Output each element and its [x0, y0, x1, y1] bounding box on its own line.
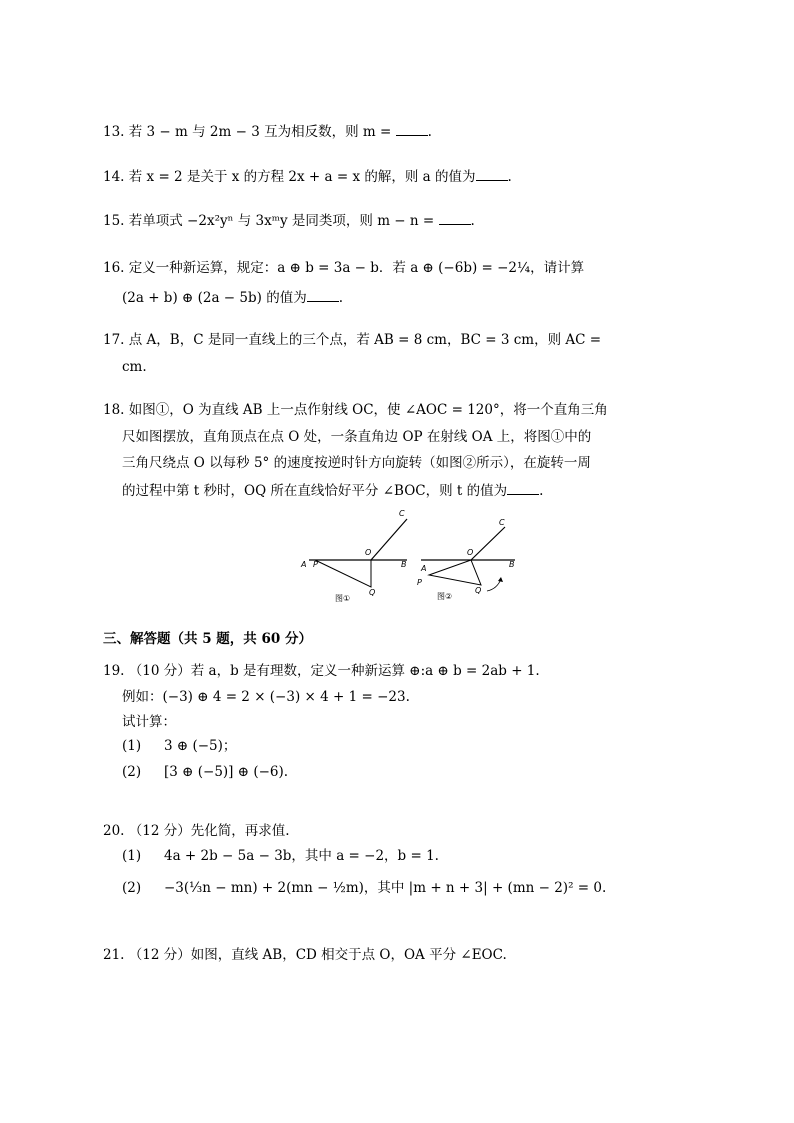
fig2-label-p: P: [417, 578, 422, 587]
fig2-label-o: O: [467, 548, 474, 557]
fig1-label-p: P: [313, 560, 318, 569]
question-16-line2: (2a + b) ⊕ (2a − 5b) 的值为 .: [122, 287, 343, 308]
question-19-line1: 19. （10 分）若 a，b 是有理数，定义一种新运算 ⊕:a ⊕ b = 2ab + 1.: [103, 663, 540, 679]
fig1-caption: 图①: [335, 594, 351, 603]
question-16-line1: 16. 定义一种新运算，规定：a ⊕ b = 3a − b．若 a ⊕ (−6b) = −2¼，请计算: [103, 260, 585, 276]
question-18-line1: 18. 如图①，O 为直线 AB 上一点作射线 OC，使 ∠AOC = 120°，将一个直角三角: [103, 402, 608, 418]
figure-1: [300, 509, 407, 603]
question-13-text: 13. 若 3 − m 与 2m − 3 互为相反数，则 m =: [103, 124, 396, 140]
question-17-line1: 17. 点 A，B，C 是同一直线上的三个点，若 AB = 8 cm，BC = 3 cm，则 AC =: [103, 332, 602, 348]
question-19-instruction: 试计算：: [122, 714, 176, 730]
figure-2: [417, 518, 515, 601]
fig2-label-q: Q: [475, 586, 482, 595]
fig2-label-c: C: [499, 518, 505, 527]
fig1-label-o: O: [365, 548, 372, 557]
question-20-sub1: (1) 4a + 2b − 5a − 3b，其中 a = −2，b = 1.: [122, 848, 439, 864]
section-3-title: 三、解答题（共 5 题，共 60 分）: [103, 631, 312, 647]
fig1-label-b: B: [401, 560, 407, 569]
fig1-label-q: Q: [369, 588, 376, 597]
rotation-arrowhead-icon: [498, 577, 503, 582]
answer-blank[interactable]: [396, 121, 428, 136]
question-15: 15. 若单项式 −2x²yⁿ 与 3xᵐy 是同类项，则 m − n = .: [103, 210, 475, 231]
fig1-label-a: A: [301, 560, 307, 569]
question-13: 13. 若 3 − m 与 2m − 3 互为相反数，则 m = .: [103, 121, 432, 142]
fig2-caption: 图②: [437, 592, 453, 601]
question-18-line4: 的过程中第 t 秒时，OQ 所在直线恰好平分 ∠BOC，则 t 的值为 .: [122, 480, 543, 501]
answer-blank[interactable]: [439, 210, 471, 225]
answer-blank[interactable]: [307, 287, 339, 302]
answer-blank[interactable]: [507, 480, 539, 495]
question-19-sub2: (2) [3 ⊕ (−5)] ⊕ (−6).: [122, 764, 289, 780]
question-21: 21. （12 分）如图，直线 AB，CD 相交于点 O，OA 平分 ∠EOC.: [103, 947, 507, 963]
question-18-line3: 三角尺绕点 O 以每秒 5° 的速度按逆时针方向旋转（如图②所示），在旋转一周: [122, 455, 591, 471]
question-19-sub1: (1) 3 ⊕ (−5)；: [122, 738, 237, 754]
question-14: 14. 若 x = 2 是关于 x 的方程 2x + a = x 的解，则 a 的值为 .: [103, 166, 512, 187]
question-20-line1: 20. （12 分）先化简，再求值.: [103, 823, 290, 839]
geometry-figure: [295, 505, 525, 605]
question-14-text: 14. 若 x = 2 是关于 x 的方程 2x + a = x 的解，则 a 的值为: [103, 169, 476, 185]
fig1-label-c: C: [399, 509, 405, 518]
fig2-label-b: B: [509, 560, 515, 569]
fig2-label-a: A: [421, 564, 427, 573]
answer-blank[interactable]: [476, 166, 508, 181]
question-19-example: 例如：(−3) ⊕ 4 = 2 × (−3) × 4 + 1 = −23.: [122, 689, 410, 705]
question-20-sub2: (2) −3(⅓n − mn) + 2(mn − ½m)，其中 |m + n + 3| + (mn − 2)² = 0.: [122, 880, 607, 896]
question-18-line2: 尺如图摆放，直角顶点在点 O 处，一条直角边 OP 在射线 OA 上，将图①中的: [122, 429, 592, 445]
question-15-text: 15. 若单项式 −2x²yⁿ 与 3xᵐy 是同类项，则 m − n =: [103, 213, 439, 229]
question-17-line2: cm.: [122, 359, 147, 375]
